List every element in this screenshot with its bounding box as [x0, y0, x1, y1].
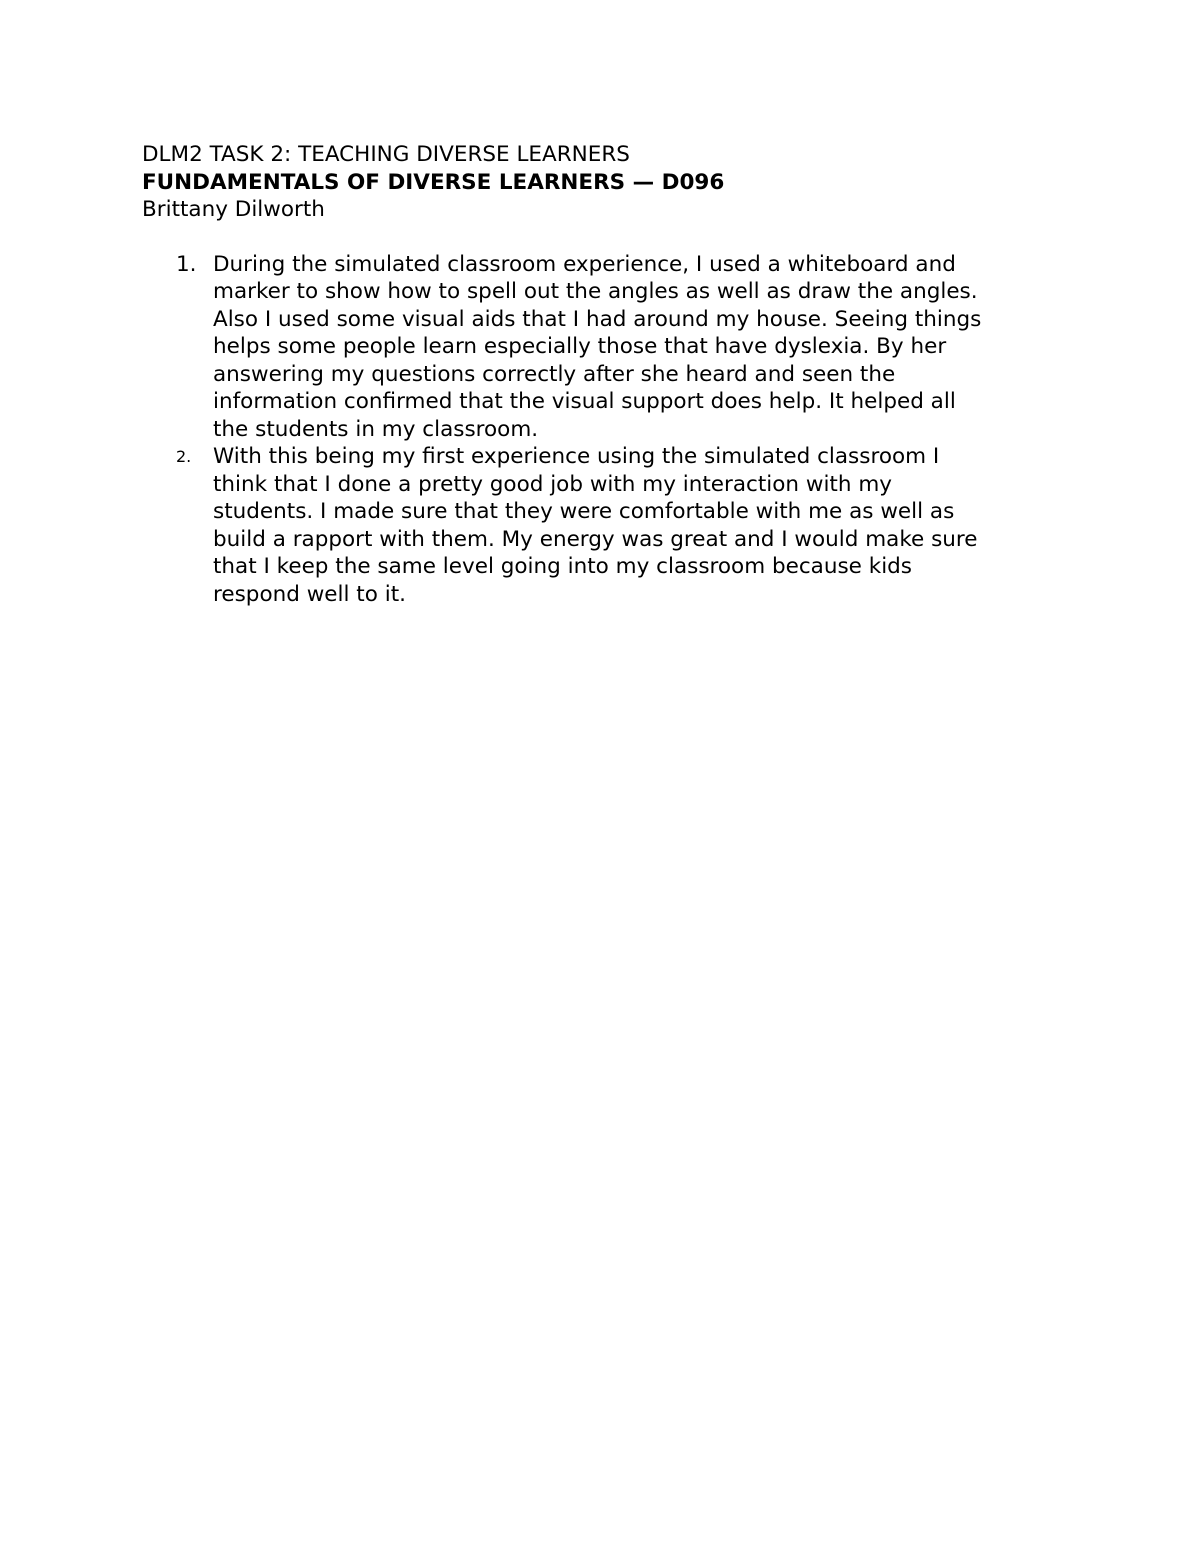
list-item-number: 1. [176, 251, 197, 277]
list-item-line: helps some people learn especially those that have dyslexia. By her [213, 334, 947, 359]
list-item-line: think that I done a pretty good job with my interaction with my [213, 471, 892, 497]
list-item-line: answering my questions correctly after she heard and seen the [213, 361, 896, 387]
list-item-line: marker to show how to spell out the angles as well as draw the angles. [213, 279, 978, 304]
list-item-line: respond well to it. [213, 581, 406, 607]
list-item-line: During the simulated classroom experience, I used a whiteboard and [213, 251, 956, 277]
list-item-line: information confirmed that the visual support does help. It helped all [213, 389, 956, 414]
assignment-title: DLM2 TASK 2: TEACHING DIVERSE LEARNERS [142, 142, 630, 167]
list-item-line: With this being my first experience using the simulated classroom I [213, 444, 940, 469]
list-item-line: that I keep the same level going into my classroom because kids [213, 554, 913, 579]
list-item [142, 443, 1062, 608]
list-item-number: 2. [176, 447, 192, 466]
author-name: Brittany Dilworth [142, 197, 325, 222]
answer-list [142, 251, 1062, 609]
list-item-line: the students in my classroom. [213, 416, 539, 442]
list-item [142, 251, 1062, 444]
course-title: FUNDAMENTALS OF DIVERSE LEARNERS — D096 [142, 169, 725, 195]
list-item-line: build a rapport with them. My energy was great and I would make sure [213, 526, 978, 552]
document-content [142, 141, 1062, 608]
list-item-line: Also I used some visual aids that I had around my house. Seeing things [213, 306, 982, 332]
list-item-line: students. I made sure that they were comfortable with me as well as [213, 499, 955, 524]
